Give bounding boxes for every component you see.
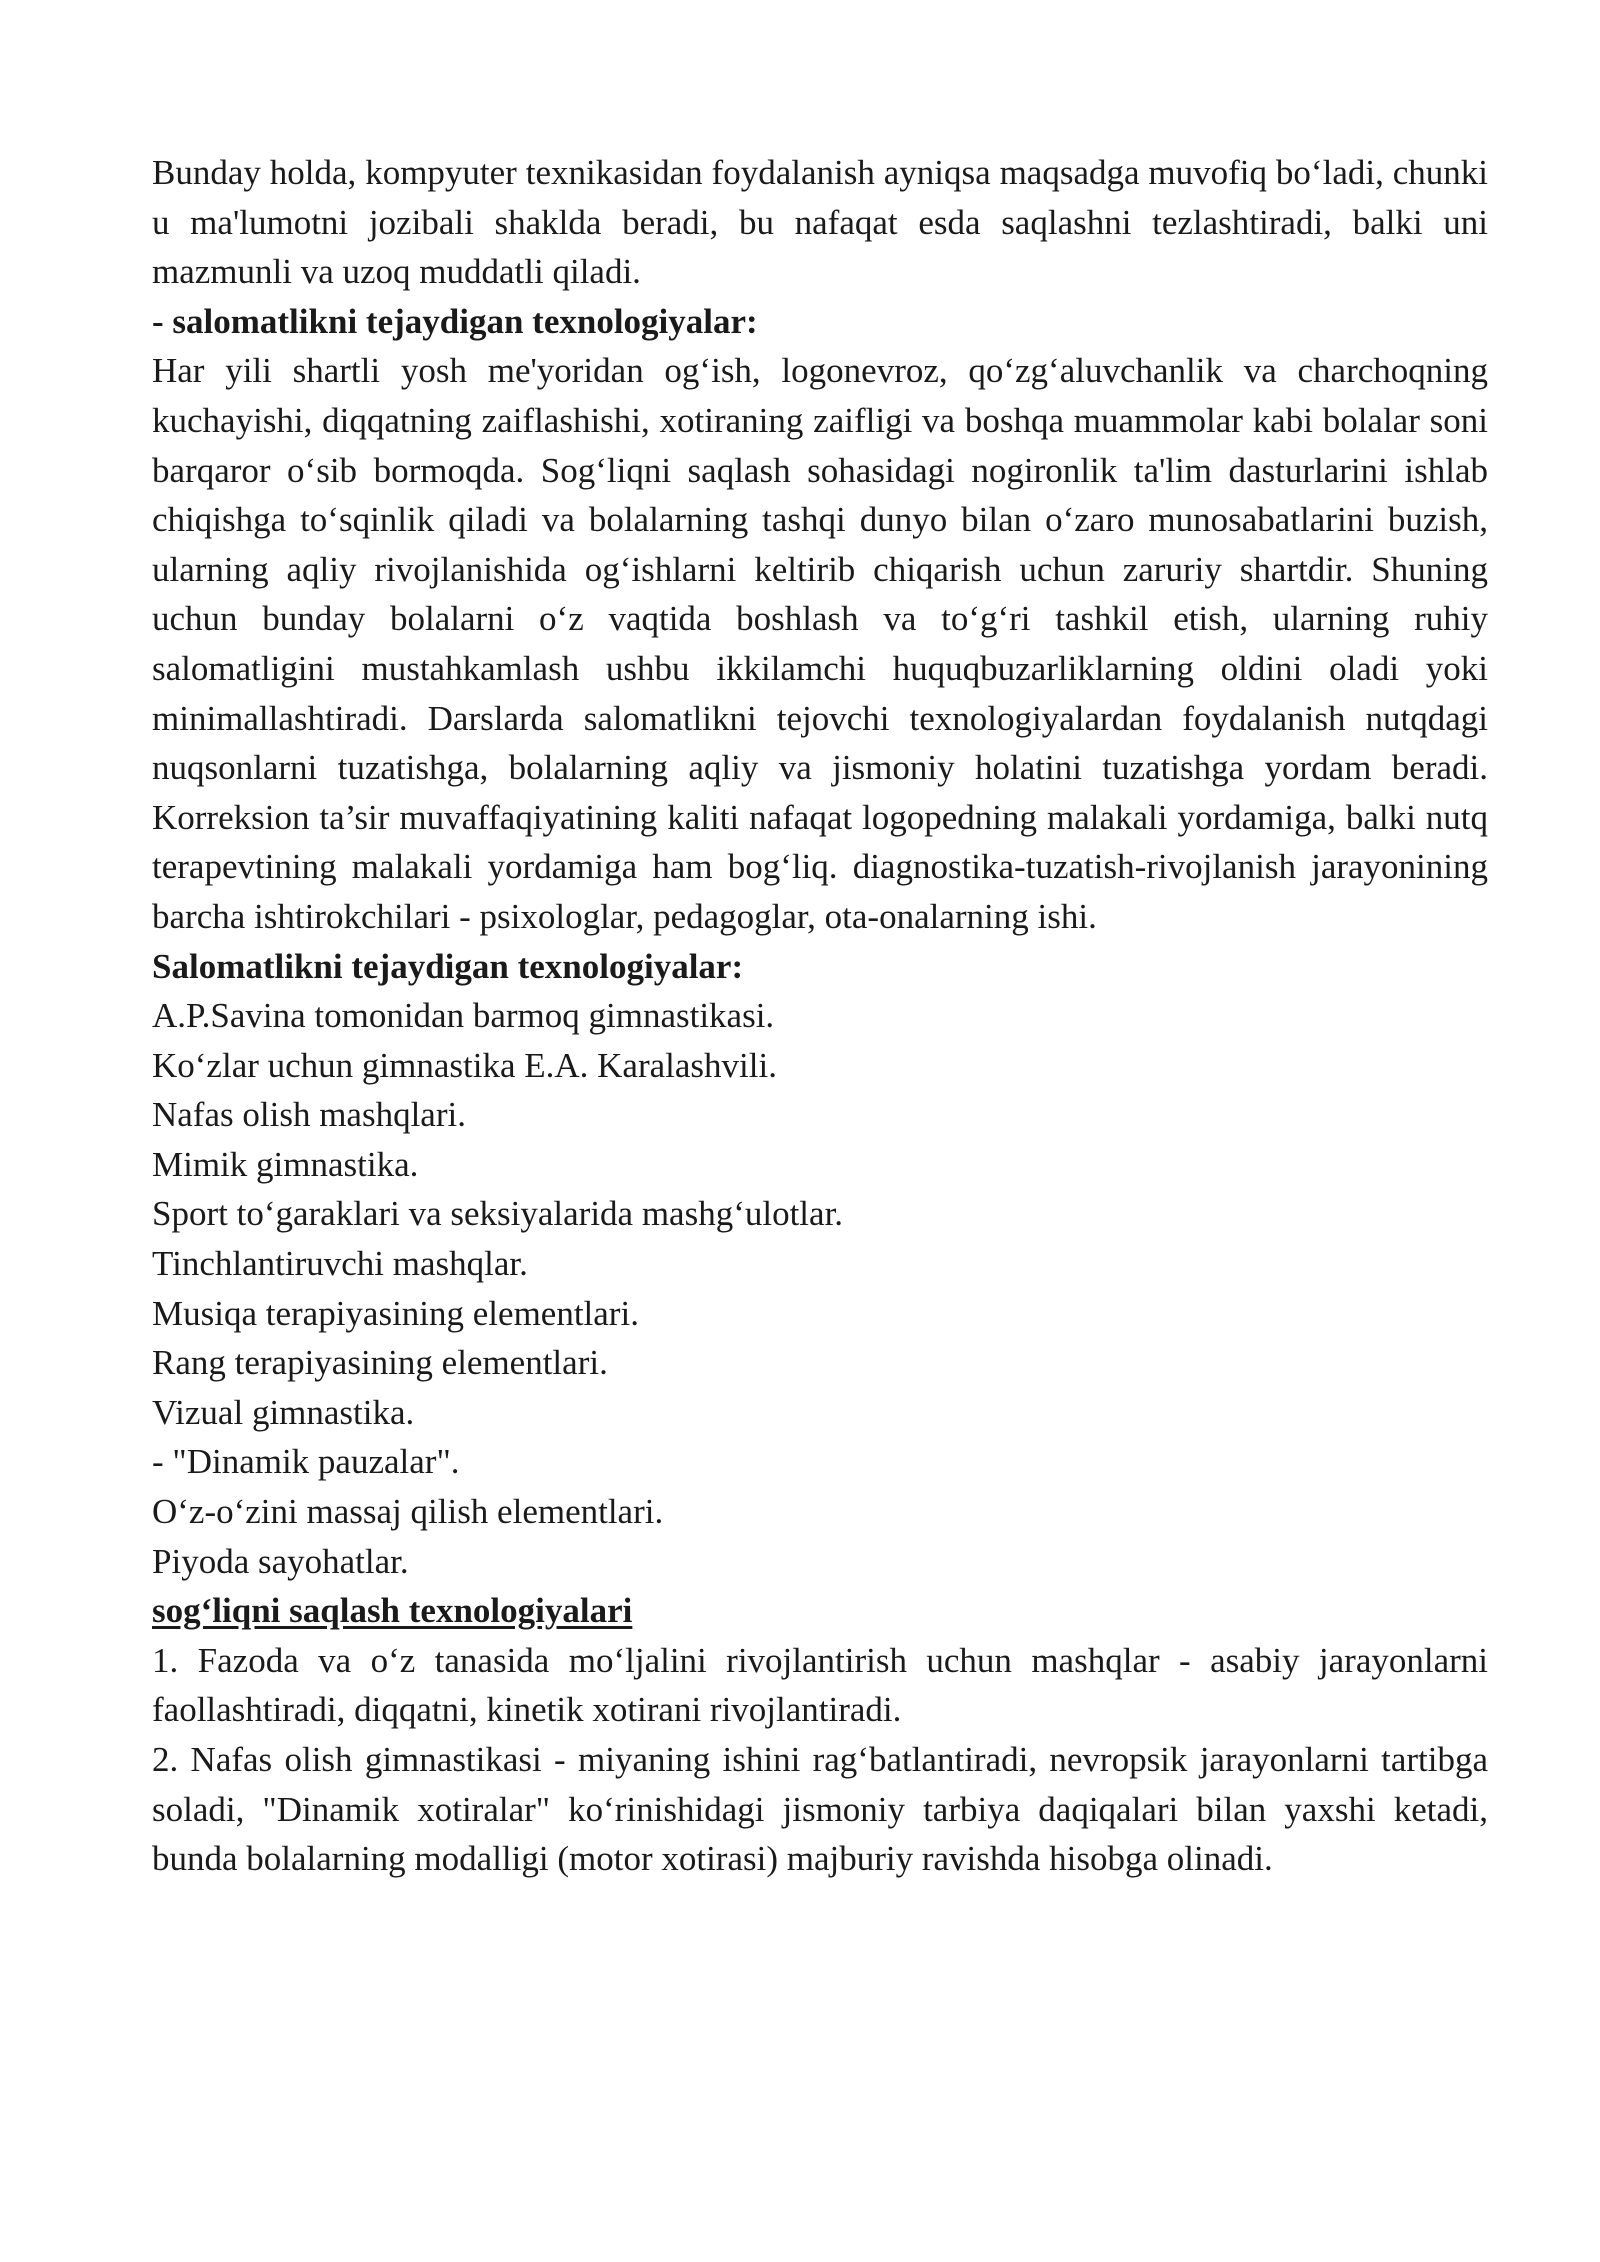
list-item: Vizual gimnastika. [152, 1392, 415, 1432]
technologies-list [152, 991, 1488, 1586]
list-item: Sport to‘garaklari va seksiyalarida mashg‘ulotlar. [152, 1194, 844, 1234]
list-item: - "Dinamik pauzalar". [152, 1442, 460, 1482]
list-item: Rang terapiyasining elementlari. [152, 1343, 608, 1383]
list-item: Tinchlantiruvchi mashqlar. [152, 1244, 528, 1284]
document-page [152, 148, 1488, 1884]
list-item: Nafas olish mashqlari. [152, 1095, 466, 1135]
section-heading-health-saving: - salomatlikni tejaydigan texnologiyalar: [152, 301, 758, 341]
health-saving-paragraph: Har yili shartli yosh me'yoridan og‘ish, logonevroz, qo‘zg‘aluvchanlik va charchoqning kuchayishi, diqqatning zaiflashishi, xotiraning zaifligi va boshqa muammolar kabi bolalar soni barqaror o‘sib bormoqda. Sog‘liqni saqlash sohasidagi nogironlik ta'lim dasturlarini ishlab chiqishga to‘sqinlik qiladi va bolalarning tashqi dunyo bilan o‘zaro munosabatlarini buzish, ularning aqliy rivojlanishida og‘ishlarni keltirib chiqarish uchun zaruriy shartdir. Shuning uchun bunday bolalarni o‘z vaqtida boshlash va to‘g‘ri tashkil etish, ularning ruhiy salomatligini mustahkamlash ushbu ikkilamchi huquqbuzarliklarning oldini oladi yoki minimallashtiradi. Darslarda salomatlikni tejovchi texnologiyalardan foydalanish nutqdagi nuqsonlarni tuzatishga, bolalarning aqliy va jismoniy holatini tuzatishga yordam beradi. Korreksion ta’sir muvaffaqiyatining kaliti nafaqat logopedning malakali yordamiga, balki nutq terapevtining malakali yordamiga ham bog‘liq. diagnostika-tuzatish-rivojlanish jarayonining barcha ishtirokchilari - psixologlar, pedagoglar, ota-onalarning ishi. [152, 351, 1488, 936]
intro-paragraph: Bunday holda, kompyuter texnikasidan foydalanish ayniqsa maqsadga muvofiq bo‘ladi, chunki u ma'lumotni jozibali shaklda beradi, bu nafaqat esda saqlashni tezlashtiradi, balki uni mazmunli va uzoq muddatli qiladi. [152, 153, 1488, 292]
list-item: O‘z-o‘zini massaj qilish elementlari. [152, 1492, 664, 1532]
list-item: Piyoda sayohatlar. [152, 1541, 409, 1581]
numbered-paragraph-2: 2. Nafas olish gimnastikasi - miyaning ishini rag‘batlantiradi, nevropsik jarayonlarni tartibga soladi, "Dinamik xotiralar" ko‘rinishidagi jismoniy tarbiya daqiqalari bilan yaxshi ketadi, bunda bolalarning modalligi (motor xotirasi) majburiy ravishda hisobga olinadi. [152, 1740, 1488, 1879]
list-item: Mimik gimnastika. [152, 1144, 419, 1184]
list-item: A.P.Savina tomonidan barmoq gimnastikasi. [152, 996, 775, 1036]
list-item: Musiqa terapiyasining elementlari. [152, 1293, 639, 1333]
numbered-paragraph-1: 1. Fazoda va o‘z tanasida mo‘ljalini rivojlantirish uchun mashqlar - asabiy jarayonlarni faollashtiradi, diqqatni, kinetik xotirani rivojlantiradi. [152, 1640, 1488, 1730]
list-item: Ko‘zlar uchun gimnastika E.A. Karalashvili. [152, 1045, 777, 1085]
section-heading-healthcare-technologies: sog‘liqni saqlash texnologiyalari [152, 1591, 633, 1631]
section-heading-technologies-list: Salomatlikni tejaydigan texnologiyalar: [152, 946, 744, 986]
